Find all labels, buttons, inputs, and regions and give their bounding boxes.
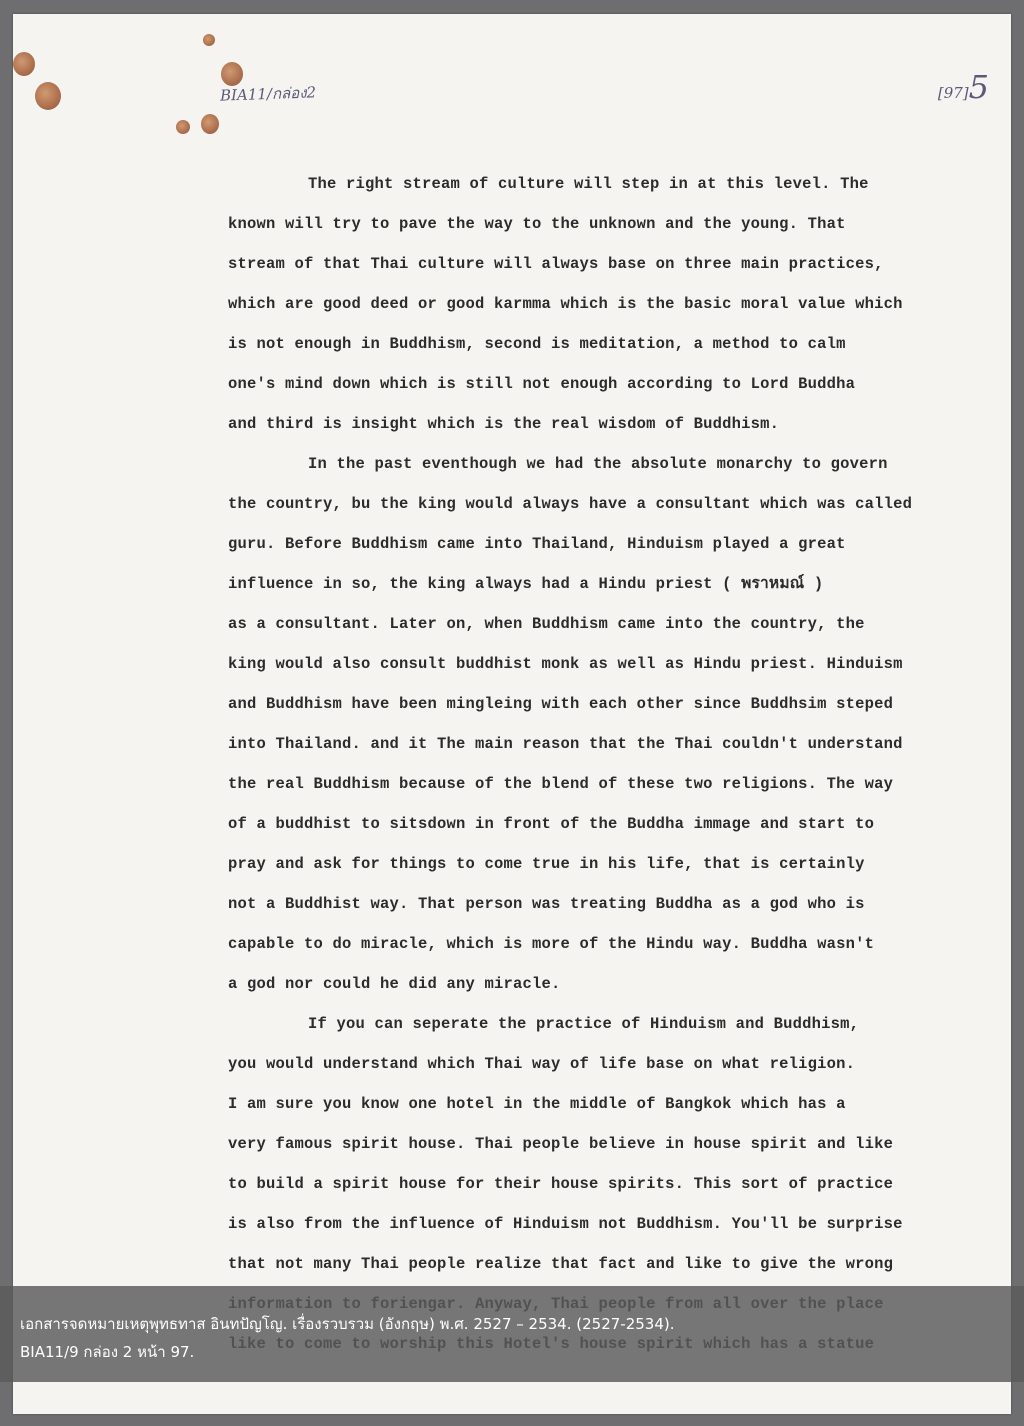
text-line: pray and ask for things to come true in his life, that is certainly	[228, 855, 865, 873]
text-line: influence in so, the king always had a Hindu priest ( พราหมณ์ )	[228, 575, 824, 593]
text-line: is not enough in Buddhism, second is meditation, a method to calm	[228, 335, 846, 353]
text-line: which are good deed or good karmma which is the basic moral value which	[228, 295, 903, 313]
text-line: The right stream of culture will step in at this level. The	[308, 175, 869, 193]
text-line: In the past eventhough we had the absolute monarchy to govern	[308, 455, 888, 473]
paragraph-1	[228, 164, 968, 444]
text-line: guru. Before Buddhism came into Thailand, Hinduism played a great	[228, 535, 846, 553]
text-line: king would also consult buddhist monk as well as Hindu priest. Hinduism	[228, 655, 903, 673]
text-line: that not many Thai people realize that fact and like to give the wrong	[228, 1255, 894, 1273]
archive-caption	[0, 1286, 1024, 1382]
stain-mark	[176, 120, 190, 134]
text-line: the real Buddhism because of the blend of these two religions. The way	[228, 775, 894, 793]
text-line: and third is insight which is the real wisdom of Buddhism.	[228, 415, 780, 433]
text-line: a god nor could he did any miracle.	[228, 975, 561, 993]
text-line: to build a spirit house for their house spirits. This sort of practice	[228, 1175, 894, 1193]
body-text	[228, 164, 968, 1364]
document-page	[13, 14, 1011, 1414]
stain-mark	[35, 82, 61, 110]
text-line: as a consultant. Later on, when Buddhism came into the country, the	[228, 615, 865, 633]
text-line: stream of that Thai culture will always base on three main practices,	[228, 255, 884, 273]
archive-code: BIA11/กล่อง2	[219, 83, 317, 105]
stain-mark	[203, 34, 215, 46]
stain-mark	[201, 114, 219, 134]
text-line: is also from the influence of Hinduism not Buddhism. You'll be surprise	[228, 1215, 903, 1233]
text-line: into Thailand. and it The main reason that the Thai couldn't understand	[228, 735, 903, 753]
page-number-bracket: [97]	[937, 84, 969, 102]
paragraph-2	[228, 444, 968, 1004]
text-line: known will try to pave the way to the unknown and the young. That	[228, 215, 846, 233]
stain-mark	[13, 52, 35, 76]
text-line: you would understand which Thai way of life base on what religion.	[228, 1055, 856, 1073]
text-line: If you can seperate the practice of Hinduism and Buddhism,	[308, 1015, 860, 1033]
text-line: one's mind down which is still not enough according to Lord Buddha	[228, 375, 856, 393]
text-line: the country, bu the king would always have a consultant which was called	[228, 495, 913, 513]
page-number-value: 5	[968, 68, 989, 106]
text-line: of a buddhist to sitsdown in front of the Buddha immage and start to	[228, 815, 875, 833]
text-line: not a Buddhist way. That person was treating Buddha as a god who is	[228, 895, 865, 913]
caption-line-1: เอกสารจดหมายเหตุพุทธทาส อินทปัญโญ. เรื่องรวบรวม (อังกฤษ) พ.ศ. 2527 – 2534. (2527-2534).	[20, 1315, 675, 1333]
caption-line-2: BIA11/9 กล่อง 2 หน้า 97.	[20, 1343, 195, 1361]
text-line: and Buddhism have been mingleing with each other since Buddhsim steped	[228, 695, 894, 713]
text-line: I am sure you know one hotel in the middle of Bangkok which has a	[228, 1095, 846, 1113]
text-line: very famous spirit house. Thai people believe in house spirit and like	[228, 1135, 894, 1153]
text-line: capable to do miracle, which is more of the Hindu way. Buddha wasn't	[228, 935, 875, 953]
page-number	[938, 68, 989, 106]
